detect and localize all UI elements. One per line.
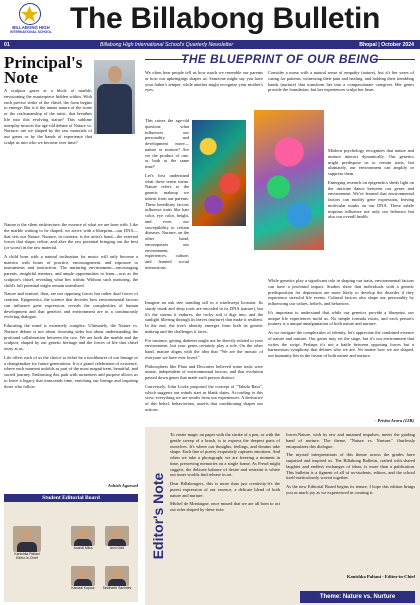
board-member: Anvi Dixit bbox=[102, 526, 132, 550]
issue-bar bbox=[0, 40, 420, 49]
article-col-2-top: Consider a nurse with a natural sense of empathy (nature), but it's her years of caring for patients, witnessing their pain and healing, and holding their trembling hands (nurture) that transform her into a compassionate caregiver. Her genes provide the foundation, but her experiences sculpt her heart. bbox=[268, 70, 414, 93]
issue-number: 01 bbox=[4, 41, 10, 48]
board-heading: Student Editorial Board bbox=[4, 494, 138, 502]
art-painting-right bbox=[254, 110, 324, 250]
theme-badge: Theme: Nature vs. Nurture bbox=[300, 591, 415, 603]
editor-signature: Kanishka Paltani - Editor-in-Chief bbox=[346, 574, 415, 579]
article-col-1: We often hear people tell us how much we resemble our parents or how our upbringings shapes us. Someone might say you have your father's temper, while another might recognize your mother's eyes. bbox=[145, 70, 263, 93]
editor-col-2: forces.Nature, with its raw and untamed impulses, meets the guiding hand of nurture. The theme, "Nature vs. Nurture," flawlessly encapsulates this dialogue. The myriad interpretations of this theme across the grades have surprised and inspired us. The Billabong Bulletin, crafted with shared laughter and endless exchanges of ideas, is more than a publication. This bulletin is a figment of all of us-students, editors, and the school itself-meticulously woven together. As the new Editorial Board begins its tenure, I hope this edition brings you as much joy as we experienced in creating it. bbox=[286, 432, 415, 495]
masthead bbox=[0, 0, 420, 40]
member-photo bbox=[105, 566, 129, 586]
article-title: THE BLUEPRINT OF OUR BEING bbox=[181, 52, 379, 66]
logo-crest-icon bbox=[19, 3, 41, 25]
board-member: Siddharth Sachdev bbox=[102, 566, 132, 590]
member-photo bbox=[105, 526, 129, 546]
editor-col-1: To create magic on paper with the stroke of a pen, or with the gentle sweep of a brush, is to express the deepest parts of ourselves. It's where our thoughts, feelings, and dreams take shape. Each line of poetry exquisitely captures emotions. And when we take a photograph, we are freezing a moment in time, preserving memories on a single frame. As Freud might suggest, the delicate balance of desire and restraint is where our inner worlds find release in art. Dear Billabongers, this is more than just creativity-it's the purest expression of our essence, a delicate blend of both nature and nurture. Michel de Montaigne, once mused that we are all born to act out roles shaped by these twin bbox=[170, 432, 280, 512]
art-painting-left bbox=[192, 120, 246, 226]
newsletter-title: The Billabong Bulletin bbox=[70, 2, 381, 35]
member-photo bbox=[71, 566, 95, 586]
member-photo bbox=[13, 526, 41, 552]
board-member: Anandi Mitra bbox=[68, 526, 98, 550]
member-photo bbox=[71, 526, 95, 546]
school-logo: BILLABONG HIGH INTERNATIONAL SCHOOL bbox=[6, 3, 56, 37]
edition-date: Bhopal | October 2024 bbox=[359, 41, 414, 48]
article-author: - Prisha Arora (12B) bbox=[374, 418, 414, 423]
board-member-editor: Kanishka Paltani Editor-in-Chief bbox=[10, 526, 44, 560]
article-col-1-narrow: This raises the age-old question: what influences our personality and development more—nature or nurture? Are we the product of one, or both at the same time? Let's first understand what these terms mean. Nature refers to the genetic makeup we inherit from our parents. These hereditary factors influence traits like hair color, eye color, height, and even our susceptibility to certain diseases. Nurture, on the other hand, encompasses our environment, experiences, culture, and learned social interactions. bbox=[145, 118, 189, 270]
editor-note-label: Editor's Note bbox=[150, 472, 166, 560]
principal-signature: - Ashish Agarwal bbox=[105, 483, 138, 488]
principal-heading: Principal's Note bbox=[4, 53, 83, 87]
tagline: Billabong High International School's Quarterly Newsletter bbox=[100, 41, 234, 48]
principal-photo bbox=[94, 60, 135, 134]
editorial-board bbox=[4, 502, 138, 602]
principal-text-top: A sculptor gazes at a block of marble, envisioning the masterpiece hidden within. With each precise strike of the chisel, the form begins to emerge. But is it the innate nature of the stone or the craftsmanship of the artist, that breathes life into this evolving statue? This sublime interplay mirrors the age-old debate of Nature vs. Nurture: are we shaped by the raw materials of our genes or by the hands of experience that sculpt us into who we become over time? bbox=[4, 88, 92, 145]
principal-text: Nature is the silent architecture, the essence of what we are born with. Like the marble waiting to be shaped, we arrive with a blueprint—our DNA—that sets our Nature. Nurture, in contrast, is the artist's hand—the external forces that shape, refine, and alter the raw potential bringing out the best (or worst) in the raw material. A child born with a natural inclination for music will only become a maestro with hours of practice, encouragement, and exposure to instruments and instruction. The nurturing environment—encouraging parents, insightful mentors, and ample opportunities to learn—acts as the sculptor's chisel, revealing what lies within. Without such nurturing, the child's full potential might remain unrealised. Nature and nurture, then, are not opposing forces but rather dual forces of creation. Epigenetics, the science that decodes how environmental factors can influence gene expression, reveals the complexities of human development and that genetics and environment are in a continuously evolving dialogue. Educating the mind is extremely complex. Ultimately, the Nature vs. Nurture debate is not about choosing sides but about understanding the profound collaboration between the two. We are both the marble and the sculptor, shaped by our genetic heritage and the forces of life that chisel away at us. Life offers each of us the choice to either be a torchbearer of our lineage or a changemaker for future generations. It is a grand celebration of existence, where each moment unfolds as part of the most magnificent, beautiful, and sacred journey. Embracing this path with awareness and purpose allows us to leave a legacy that transcends time, enriching our lineage and inspiring those who follow. bbox=[4, 222, 138, 389]
board-member: Kamaal Kapoor bbox=[68, 566, 98, 590]
article-col-2-narrow: Modern psychology recognizes that nature and nurture interact dynamically. Our genetics might predispose us to certain traits, but ultimately, our environment can amplify or suppress them. Emerging research on epigenetics sheds light on the intricate dance between our genes and environment. We've learned that environmental factors can modify gene expression, leaving molecular marks on our DNA. These subtle imprints influence not only our behavior but also our overall health. bbox=[328, 148, 414, 220]
article-col-1-wide: Imagine an oak tree standing tall in a windswept location. Its sturdy trunk and deep roots are encoded in its DNA (nature), but it's the storms it endures, the rocky soil it digs into, and the sunlight filtering through its leaves (nurture) that make it resilient. In the end, the tree's identity emerges from both its genetic makeup and the challenges it faces. For instance, getting diabetes might not be directly related to your environment, but your genes certainly play a role. On the other hand, mature aligns with the idea that "We are the mosaic of everyone we have ever loved." Philosophers like Plato and Descartes believed some traits were innate, independent of environmental factors, and that evolution passed down genes that made each person distinct. Conversely, John Locke proposed the concept of "Tabula Rasa", which suggests our minds start as blank slates. According to this view, everything we are results from our experiences. A derivative of this belief, behaviorism, asserts that conditioning shapes our actions. bbox=[145, 300, 263, 412]
article-col-2: While genetics play a significant role in shaping our traits, environmental factors can have a profound impact. Studies show that individuals with a genetic predisposition for depression are more likely to develop the disorder if they experience stressful life events. Cultural factors also shape our personality by influencing our values, beliefs, and behaviors. It's important to understand that while our genetics provide a blueprint, our unique life experiences mold us. No simple formula exists, and each person's journey is a unique amalgamation of both nature and nurture. As we navigate the complexities of identity, let's appreciate the combined essence of nature and nurture. Our genes may set the stage, but it's our environment that writes the script. Perhaps it's not a battle between opposing forces but a harmonious symphony that defines who we are. No matter how we are shaped, our humanity lies in the fusion of both nature and nurture. bbox=[268, 278, 414, 358]
